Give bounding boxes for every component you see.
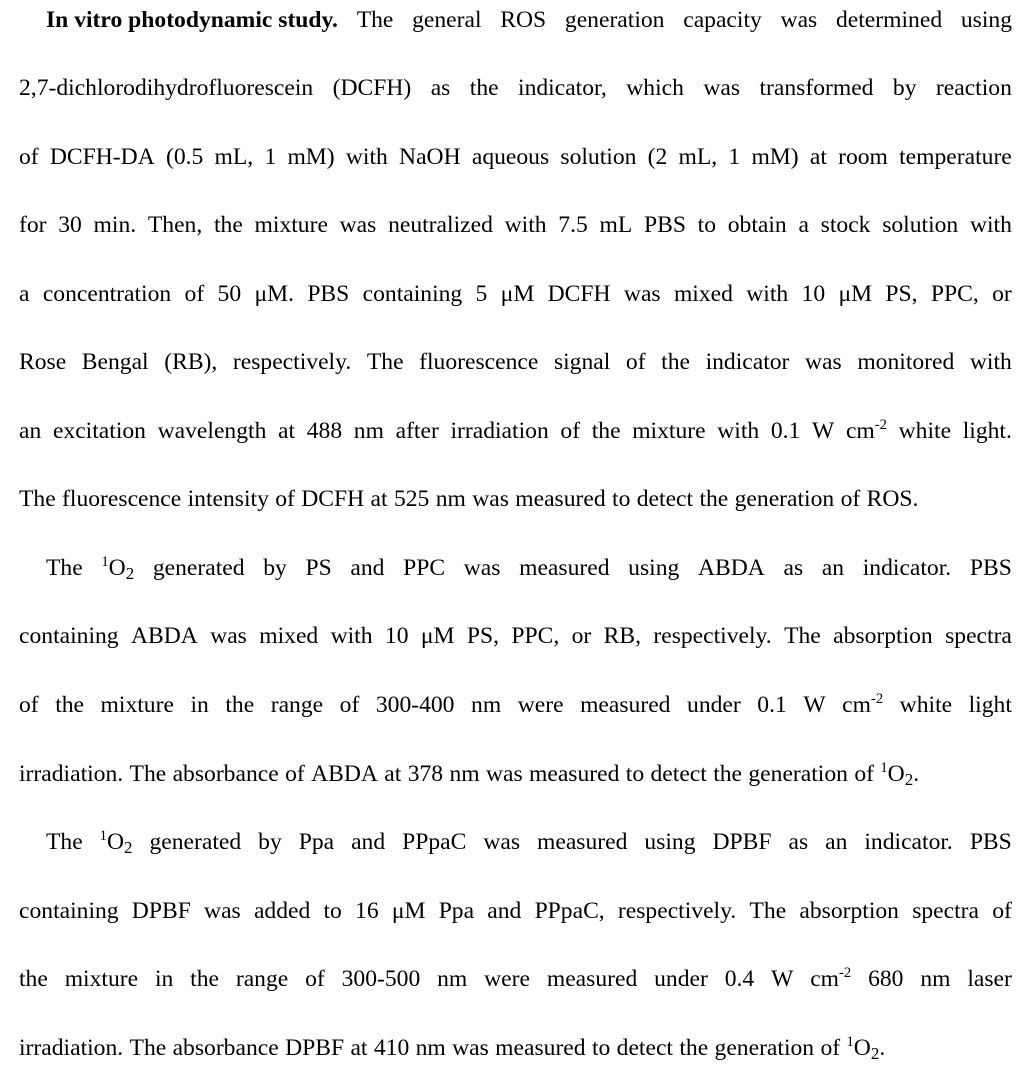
word: as	[430, 75, 451, 101]
word: DPBF	[712, 829, 772, 855]
word: laser	[967, 966, 1012, 992]
word: 525	[393, 486, 430, 512]
word: at	[384, 761, 402, 787]
word: or	[992, 281, 1012, 307]
word: 10	[384, 623, 409, 649]
word: μM	[420, 623, 455, 649]
word: of	[285, 761, 305, 787]
word: spectra	[912, 898, 979, 924]
p1-line-6	[19, 342, 1012, 382]
word: at	[278, 418, 296, 444]
word: indicator	[705, 349, 790, 375]
word: nm	[449, 761, 480, 787]
word: light	[968, 692, 1012, 718]
word: 0.1	[757, 692, 787, 718]
word: of	[820, 1035, 841, 1061]
word: absorption	[799, 898, 899, 924]
word: containing	[362, 281, 463, 307]
word: an	[821, 555, 845, 581]
subscript: 2	[904, 769, 914, 789]
p1-line-2	[19, 68, 1012, 108]
word: monitored	[857, 349, 955, 375]
subscript: 2	[125, 563, 135, 583]
word: to	[612, 486, 631, 512]
word: ABDA	[130, 623, 198, 649]
word: DCFH-DA	[49, 144, 155, 170]
word: mixture	[632, 418, 706, 444]
word: μM.	[254, 281, 294, 307]
word: of	[305, 966, 325, 992]
p2-line-3	[19, 685, 1012, 725]
word: of	[840, 486, 861, 512]
superscript: -2	[874, 416, 887, 433]
word: the	[213, 212, 243, 238]
word: of	[275, 486, 295, 512]
word: 378	[407, 761, 444, 787]
word: of	[339, 692, 360, 718]
word: of	[184, 281, 205, 307]
word: DPBF	[285, 1035, 345, 1061]
word: PBS	[969, 555, 1012, 581]
word: as	[783, 555, 804, 581]
word: measured	[537, 829, 628, 855]
word: and	[487, 898, 522, 924]
superscript: 1	[101, 553, 109, 570]
word: Ppa	[298, 829, 335, 855]
word: $cm^{-2}$	[842, 690, 884, 718]
word: Then,	[147, 212, 203, 238]
word: Ppa	[438, 898, 475, 924]
word: general	[412, 7, 482, 33]
word: transformed	[759, 75, 874, 101]
word: a	[19, 281, 30, 307]
word: using	[644, 829, 696, 855]
word: irradiation	[450, 418, 549, 444]
word: μM	[391, 898, 426, 924]
word: 50	[217, 281, 242, 307]
word: nm	[471, 692, 502, 718]
word: 300-400	[375, 692, 455, 718]
word: the	[679, 1035, 709, 1061]
word: mL,	[678, 144, 718, 170]
word: $cm^{-2}$	[845, 416, 887, 444]
word: the	[55, 692, 85, 718]
word: ROS	[500, 7, 547, 33]
word: absorption	[833, 623, 933, 649]
p1-line-3	[19, 137, 1012, 177]
word: mixture	[100, 692, 174, 718]
word: indicator.	[864, 829, 953, 855]
superscript: -2	[870, 690, 884, 707]
word: mixture	[254, 212, 328, 238]
p3-line-1	[19, 822, 1012, 862]
word: as	[788, 829, 809, 855]
superscript: 1	[880, 759, 888, 776]
word: absorbance	[172, 1035, 279, 1061]
word: was	[780, 7, 818, 33]
word: 10	[801, 281, 826, 307]
word: DCFH	[547, 281, 611, 307]
word: nm	[920, 966, 951, 992]
word: mL	[599, 212, 633, 238]
word: fluorescence	[419, 349, 539, 375]
word: (2	[647, 144, 668, 170]
word: to	[591, 1035, 611, 1061]
word: with	[504, 212, 547, 238]
word: generated	[149, 829, 242, 855]
word: fluorescence	[62, 486, 182, 512]
word: at	[350, 1035, 368, 1061]
word: with	[717, 418, 760, 444]
p1-line-8	[19, 479, 1012, 519]
word: detect	[636, 486, 694, 512]
word: for	[19, 212, 47, 238]
word: W	[803, 692, 826, 718]
word: range	[235, 966, 289, 992]
word: respectively.	[617, 898, 737, 924]
oxygen-letter: O	[887, 761, 905, 787]
word: containing	[19, 623, 119, 649]
word: concentration	[42, 281, 172, 307]
word: added	[253, 898, 311, 924]
word: mixed	[673, 281, 733, 307]
word: of	[992, 898, 1012, 924]
word: 488	[306, 418, 343, 444]
p2-line-4	[19, 754, 1012, 794]
p1-line-7	[19, 411, 1012, 451]
superscript: 1	[99, 827, 107, 844]
word: 680	[868, 966, 904, 992]
word: was	[463, 555, 501, 581]
word: range	[270, 692, 324, 718]
word: by	[892, 75, 917, 101]
word: after	[395, 418, 439, 444]
word: PPC,	[930, 281, 979, 307]
word: ABDA	[697, 555, 765, 581]
singlet-oxygen-symbol	[100, 822, 133, 862]
word: nm	[437, 966, 468, 992]
word: indicator,	[518, 75, 607, 101]
p3-line-3	[19, 959, 1012, 999]
word: determined	[835, 7, 943, 33]
word: with	[330, 623, 373, 649]
word: respectively.	[232, 349, 352, 375]
oxygen-letter: O	[853, 1035, 871, 1061]
superscript: 1	[846, 1033, 854, 1050]
word: signal	[553, 349, 611, 375]
word: to	[697, 212, 717, 238]
word: PBS	[643, 212, 686, 238]
word: The	[366, 349, 404, 375]
word: (DCFH)	[332, 75, 412, 101]
word: PBS	[969, 829, 1012, 855]
word: aqueous	[471, 144, 550, 170]
word: PPC,	[511, 623, 560, 649]
word: mM)	[287, 144, 335, 170]
heading-group	[46, 0, 338, 40]
word: was	[472, 486, 509, 512]
subscript: 2	[870, 1043, 880, 1063]
word: the	[190, 966, 219, 992]
word: 16	[355, 898, 379, 924]
section-heading: In vitro photodynamic study.	[46, 7, 338, 33]
word: intensity	[187, 486, 269, 512]
word: was	[210, 623, 247, 649]
p2-line-2	[19, 616, 1012, 656]
word: The	[46, 555, 83, 581]
word: DCFH	[301, 486, 365, 512]
word: DPBF	[131, 898, 191, 924]
word: spectra	[945, 623, 1012, 649]
word: was	[452, 1035, 489, 1061]
word: mixed	[259, 623, 319, 649]
word: PPpaC	[402, 829, 467, 855]
word: PPpaC,	[534, 898, 605, 924]
p1-line-1	[19, 0, 1012, 40]
word: NaOH	[399, 144, 461, 170]
word: the	[713, 761, 743, 787]
word: at	[809, 144, 827, 170]
word: μM	[500, 281, 535, 307]
word: 30	[58, 212, 82, 238]
word: PS,	[466, 623, 499, 649]
word: RB,	[603, 623, 641, 649]
word: under	[687, 692, 741, 718]
word: mM)	[751, 144, 799, 170]
word: of	[560, 418, 581, 444]
word: generation	[564, 7, 665, 33]
p3-line-2	[19, 891, 1012, 931]
word: by	[263, 555, 287, 581]
word: absorbance	[172, 761, 279, 787]
word: in	[190, 692, 209, 718]
word: PPC	[403, 555, 446, 581]
word: The	[356, 7, 394, 33]
word: stock	[820, 212, 871, 238]
word: 0.1	[770, 418, 801, 444]
word: Bengal	[81, 349, 149, 375]
word: nm	[435, 486, 466, 512]
period: .	[913, 761, 920, 787]
word: generation	[714, 1035, 815, 1061]
word: at	[370, 486, 388, 512]
word: was	[623, 281, 661, 307]
word: neutralized	[388, 212, 493, 238]
word: with	[746, 281, 789, 307]
word: μM	[838, 281, 873, 307]
word: irradiation.	[19, 1035, 124, 1061]
word: the	[225, 692, 255, 718]
word: Rose	[19, 349, 67, 375]
singlet-oxygen-symbol	[846, 1035, 885, 1061]
oxygen-letter: O	[108, 555, 126, 581]
p1-line-4	[19, 205, 1012, 245]
word: irradiation.	[19, 761, 124, 787]
word: room	[838, 144, 888, 170]
word: detect	[616, 1035, 673, 1061]
word: with	[969, 349, 1012, 375]
word: using	[628, 555, 680, 581]
word: measured	[519, 555, 610, 581]
word: 7.5	[558, 212, 588, 238]
word: measured	[546, 966, 638, 992]
word: The	[46, 829, 83, 855]
word: white	[899, 692, 953, 718]
superscript: -2	[839, 964, 852, 981]
word: of	[854, 761, 874, 787]
word: detect	[650, 761, 707, 787]
word: The	[19, 486, 56, 512]
word: W	[771, 966, 794, 992]
word: 0.4	[724, 966, 755, 992]
word: light.	[962, 418, 1012, 444]
word: was	[483, 829, 521, 855]
word: of	[19, 692, 39, 718]
word: mL,	[214, 144, 254, 170]
word: generation	[748, 761, 848, 787]
word: to	[625, 761, 645, 787]
word: 1	[728, 144, 741, 170]
word: were	[517, 692, 564, 718]
word: or	[571, 623, 592, 649]
word: containing	[19, 898, 119, 924]
word: measured	[580, 692, 671, 718]
word: The	[784, 623, 821, 649]
word: reaction	[935, 75, 1012, 101]
word: solution	[560, 144, 637, 170]
subscript: 2	[124, 837, 133, 857]
word: white	[898, 418, 952, 444]
word: excitation	[52, 418, 146, 444]
word: measured	[495, 1035, 586, 1061]
word: a	[798, 212, 809, 238]
word: (RB),	[164, 349, 218, 375]
word: the	[699, 486, 729, 512]
word: by	[258, 829, 282, 855]
word: solution	[882, 212, 959, 238]
word: in	[154, 966, 174, 992]
oxygen-letter: O	[106, 829, 125, 855]
word: min.	[93, 212, 137, 238]
word: was	[703, 75, 741, 101]
word: wavelength	[157, 418, 267, 444]
word: generated	[152, 555, 245, 581]
word: obtain	[727, 212, 787, 238]
word: W	[812, 418, 835, 444]
word: nm	[353, 418, 384, 444]
word: respectively.	[653, 623, 772, 649]
word: the	[19, 966, 48, 992]
word: nm	[415, 1035, 446, 1061]
word: ROS.	[866, 486, 919, 512]
period: .	[879, 1035, 886, 1061]
word: 1	[264, 144, 277, 170]
singlet-oxygen-symbol	[880, 761, 919, 787]
word: The	[129, 761, 167, 787]
word: PS	[305, 555, 332, 581]
word: The	[749, 898, 787, 924]
word: of	[19, 144, 39, 170]
word: the	[469, 75, 499, 101]
p2-line-1	[19, 548, 1012, 588]
word: The	[129, 1035, 167, 1061]
word: and	[351, 829, 386, 855]
word: and	[350, 555, 385, 581]
word: indicator.	[862, 555, 952, 581]
word: ABDA	[311, 761, 378, 787]
word: an	[825, 829, 848, 855]
word: under	[654, 966, 708, 992]
word: measured	[515, 486, 606, 512]
p3-line-4	[19, 1028, 1012, 1068]
word: 300-500	[341, 966, 421, 992]
p1-line-5	[19, 274, 1012, 314]
word: an	[19, 418, 42, 444]
word: were	[484, 966, 530, 992]
word: was	[339, 212, 377, 238]
word: was	[805, 349, 842, 375]
word: 2,7-dichlorodihydrofluorescein	[19, 75, 314, 101]
word: capacity	[683, 7, 762, 33]
singlet-oxygen-symbol	[101, 548, 134, 588]
word: which	[626, 75, 684, 101]
word: with	[345, 144, 388, 170]
word: the	[591, 418, 621, 444]
word: measured	[529, 761, 620, 787]
word: to	[323, 898, 342, 924]
word: generation	[734, 486, 835, 512]
word: mixture	[64, 966, 139, 992]
word: with	[969, 212, 1012, 238]
word: using	[960, 7, 1012, 33]
word: the	[661, 349, 690, 375]
word: of	[625, 349, 646, 375]
word: PS,	[885, 281, 918, 307]
word: $cm^{-2}$	[810, 964, 852, 992]
word: temperature	[899, 144, 1012, 170]
word: 5	[475, 281, 488, 307]
word: was	[485, 761, 523, 787]
word: was	[204, 898, 241, 924]
word: (0.5	[165, 144, 204, 170]
word: 410	[373, 1035, 410, 1061]
word: PBS	[307, 281, 350, 307]
